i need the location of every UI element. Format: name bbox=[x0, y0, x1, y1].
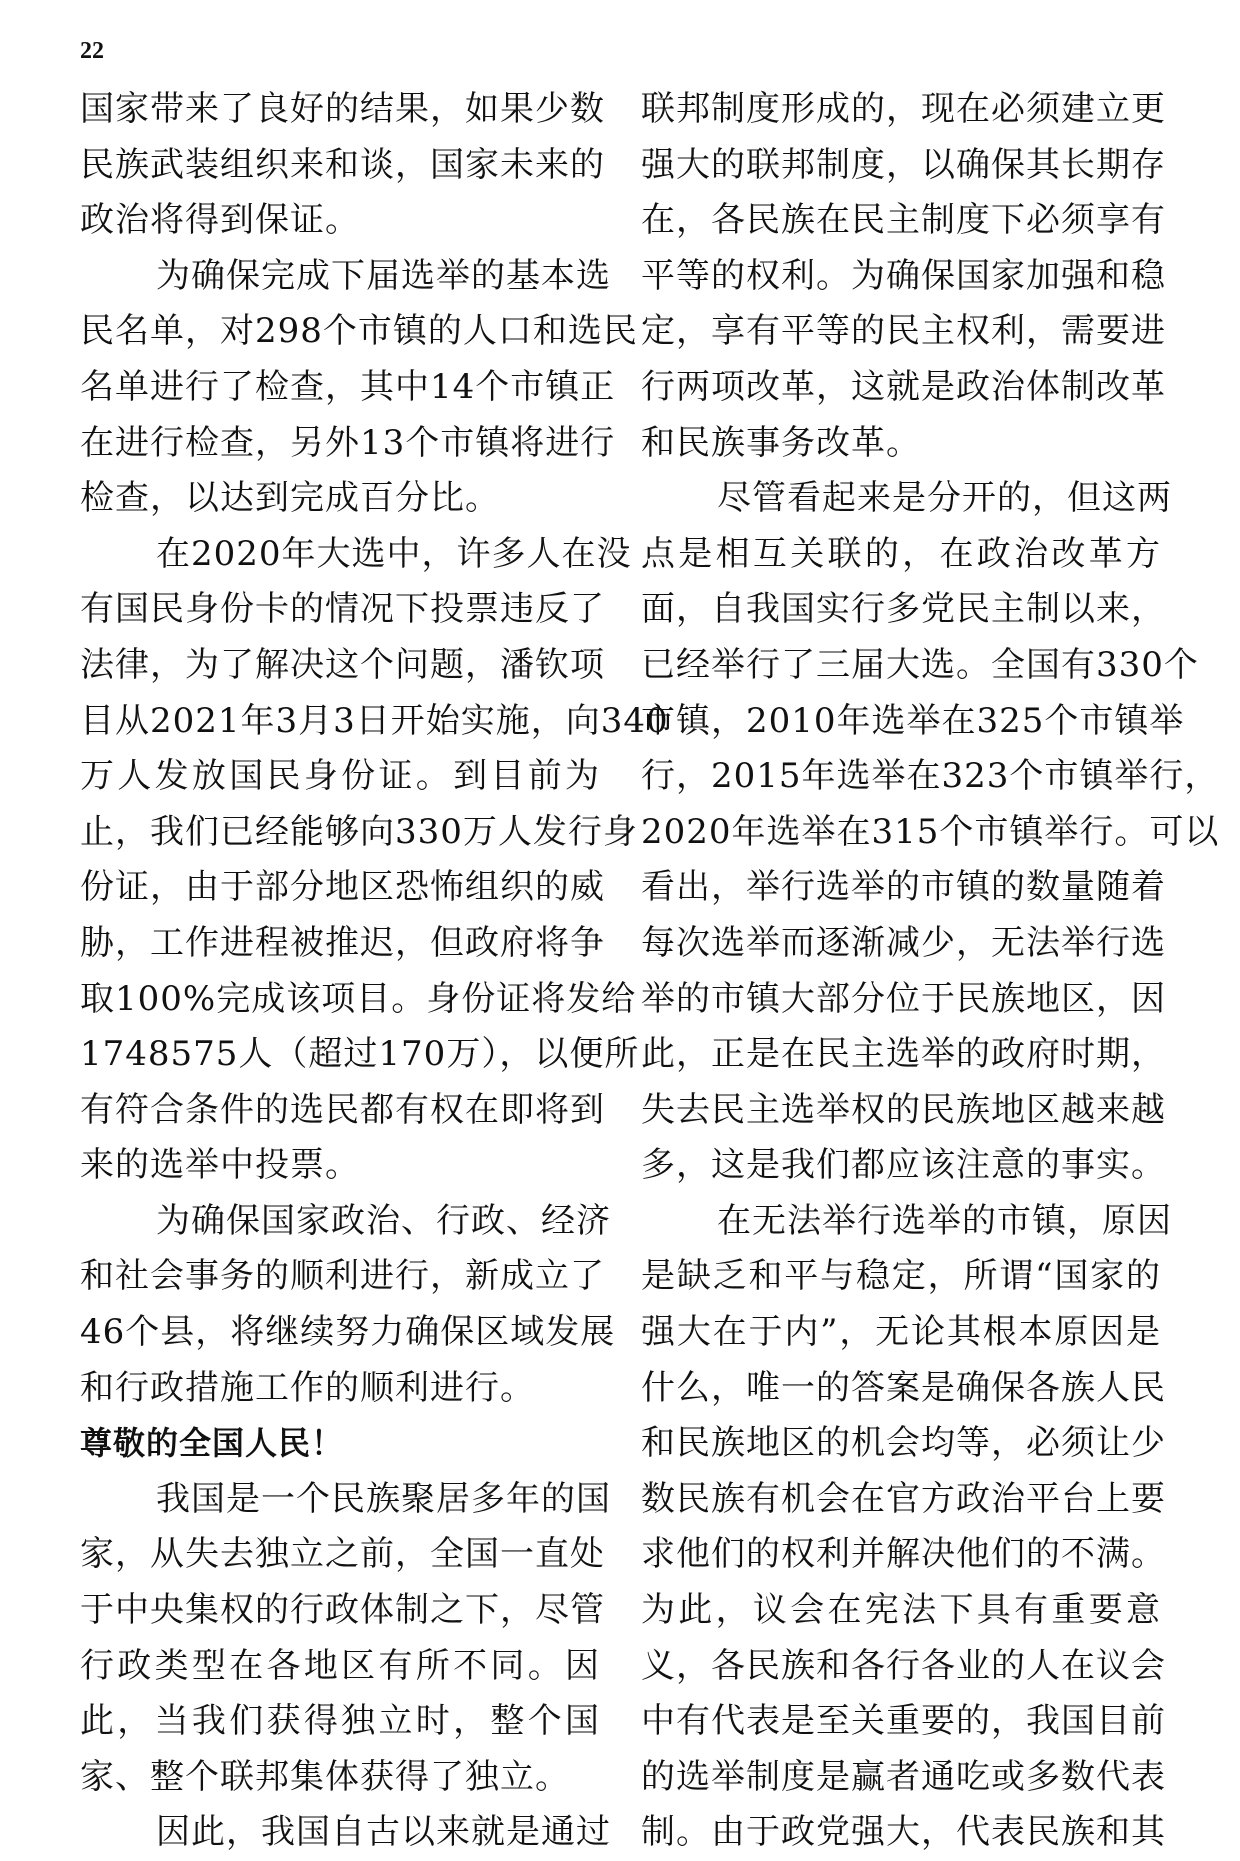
text-line: 联邦制度形成的，现在必须建立更 bbox=[641, 89, 1166, 129]
text-line: 国家带来了良好的结果，如果少数 bbox=[80, 89, 605, 129]
text-line: 于中央集权的行政体制之下，尽管 bbox=[80, 1590, 605, 1631]
text-line: 来的选举中投票。 bbox=[80, 1145, 360, 1186]
text-line: 1748575人（超过170万），以便所 bbox=[80, 1034, 640, 1075]
text-line: 此，正是在民主选举的政府时期， bbox=[641, 1034, 1166, 1075]
text-line: 民族武装组织来和谈，国家未来的 bbox=[80, 144, 605, 185]
text-line: 有符合条件的选民都有权在即将到 bbox=[80, 1089, 605, 1130]
text-line: 数民族有机会在官方政治平台上要 bbox=[641, 1478, 1166, 1519]
text-line: 和行政措施工作的顺利进行。 bbox=[80, 1367, 535, 1408]
text-line: 目从2021年3月3日开始实施，向340 bbox=[80, 700, 669, 741]
text-line: 多，这是我们都应该注意的事实。 bbox=[641, 1145, 1166, 1186]
text-line: 在2020年大选中，许多人在没 bbox=[156, 533, 632, 574]
text-line: 每次选举而逐渐减少，无法举行选 bbox=[641, 922, 1166, 963]
text-line: 因此，我国自古以来就是通过 bbox=[156, 1812, 611, 1853]
text-line: 政治将得到保证。 bbox=[80, 200, 360, 241]
text-line: 和社会事务的顺利进行，新成立了 bbox=[80, 1256, 605, 1297]
text-line: 此，当我们获得独立时，整个国 bbox=[80, 1701, 600, 1742]
text-line: 失去民主选举权的民族地区越来越 bbox=[641, 1089, 1166, 1130]
text-line: 在无法举行选举的市镇，原因 bbox=[717, 1200, 1172, 1241]
text-line: 和民族地区的机会均等，必须让少 bbox=[641, 1423, 1166, 1464]
text-line: 面，自我国实行多党民主制以来， bbox=[641, 589, 1166, 630]
text-line: 什么，唯一的答案是确保各族人民 bbox=[641, 1367, 1166, 1408]
text-line: 举的市镇大部分位于民族地区，因 bbox=[641, 978, 1166, 1019]
section-heading: 尊敬的全国人民！ bbox=[80, 1424, 345, 1463]
text-line: 胁，工作进程被推迟，但政府将争 bbox=[80, 922, 605, 963]
text-line: 我国是一个民族聚居多年的国 bbox=[156, 1478, 611, 1519]
text-line: 取100%完成该项目。身份证将发给 bbox=[80, 978, 637, 1019]
text-line: 万人发放国民身份证。到目前为 bbox=[80, 756, 600, 797]
text-line: 和民族事务改革。 bbox=[641, 422, 921, 463]
text-line: 止，我们已经能够向330万人发行身 bbox=[80, 811, 638, 852]
text-line: 法律，为了解决这个问题，潘钦项 bbox=[80, 644, 605, 685]
page-number: 22 bbox=[80, 38, 104, 64]
text-line: 46个县，将继续努力确保区域发展 bbox=[80, 1312, 616, 1353]
text-line: 为此，议会在宪法下具有重要意 bbox=[641, 1590, 1161, 1631]
text-line: 义，各民族和各行各业的人在议会 bbox=[641, 1645, 1166, 1686]
text-line: 在进行检查，另外13个市镇将进行 bbox=[80, 422, 616, 463]
text-line: 平等的权利。为确保国家加强和稳 bbox=[641, 255, 1166, 296]
text-line: 市镇，2010年选举在325个市镇举 bbox=[641, 700, 1185, 741]
text-line: 点是相互关联的，在政治改革方 bbox=[641, 533, 1161, 574]
text-line: 强大的联邦制度，以确保其长期存 bbox=[641, 144, 1166, 185]
text-line: 强大在于内”，无论其根本原因是 bbox=[641, 1312, 1161, 1353]
text-line: 为确保国家政治、行政、经济 bbox=[156, 1200, 611, 1241]
text-line: 求他们的权利并解决他们的不满。 bbox=[641, 1534, 1166, 1575]
text-line: 民名单，对298个市镇的人口和选民 bbox=[80, 311, 638, 352]
text-line: 尽管看起来是分开的，但这两 bbox=[717, 478, 1172, 519]
text-line: 行，2015年选举在323个市镇举行， bbox=[641, 756, 1220, 797]
text-line: 名单进行了检查，其中14个市镇正 bbox=[80, 366, 616, 407]
text-line: 行政类型在各地区有所不同。因 bbox=[80, 1645, 600, 1686]
text-line: 家、整个联邦集体获得了独立。 bbox=[80, 1756, 570, 1797]
left-text-column bbox=[80, 82, 669, 1861]
text-line: 制。由于政党强大，代表民族和其 bbox=[641, 1812, 1166, 1853]
text-line: 检查，以达到完成百分比。 bbox=[80, 478, 500, 519]
text-line: 份证，由于部分地区恐怖组织的威 bbox=[80, 867, 605, 908]
text-line: 行两项改革，这就是政治体制改革 bbox=[641, 366, 1166, 407]
text-line: 家，从失去独立之前，全国一直处 bbox=[80, 1534, 605, 1575]
text-line: 2020年选举在315个市镇举行。可以 bbox=[641, 811, 1220, 852]
text-line: 是缺乏和平与稳定，所谓“国家的 bbox=[641, 1256, 1161, 1297]
text-line: 有国民身份卡的情况下投票违反了 bbox=[80, 589, 605, 630]
right-text-column bbox=[641, 82, 1220, 1861]
text-line: 在，各民族在民主制度下必须享有 bbox=[641, 200, 1166, 241]
text-line: 已经举行了三届大选。全国有330个 bbox=[641, 644, 1199, 685]
text-line: 中有代表是至关重要的，我国目前 bbox=[641, 1701, 1166, 1742]
text-line: 定，享有平等的民主权利，需要进 bbox=[641, 311, 1166, 352]
text-line: 为确保完成下届选举的基本选 bbox=[156, 255, 611, 296]
text-line: 看出，举行选举的市镇的数量随着 bbox=[641, 867, 1166, 908]
text-line: 的选举制度是赢者通吃或多数代表 bbox=[641, 1756, 1166, 1797]
